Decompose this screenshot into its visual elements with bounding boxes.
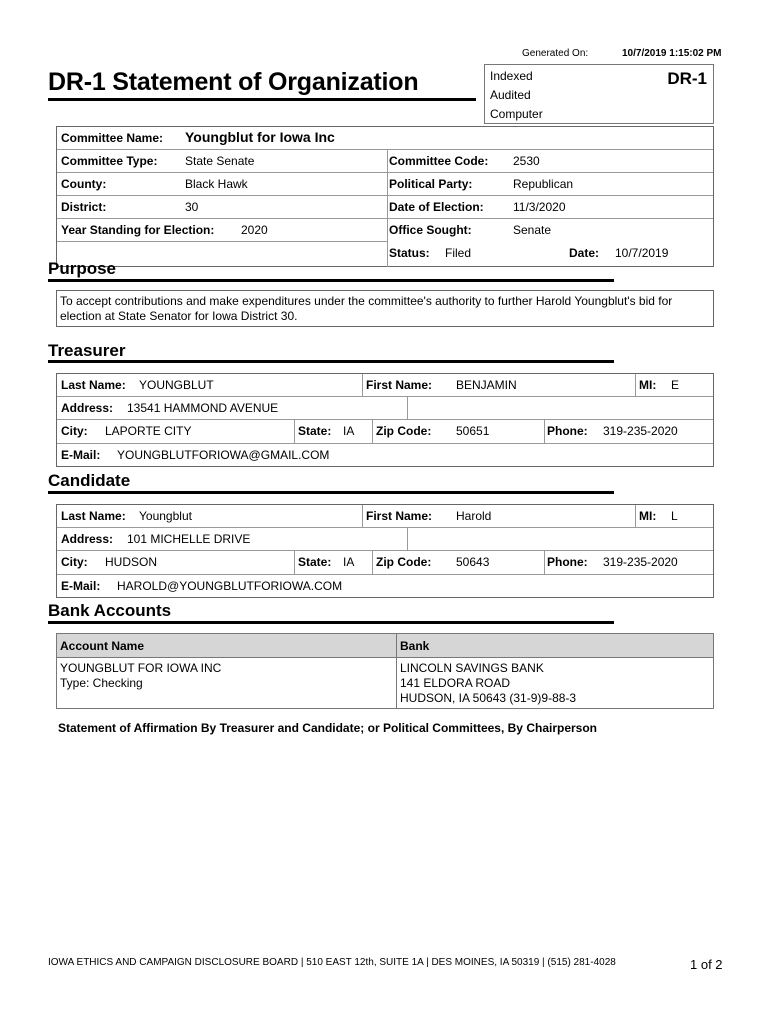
form-code: DR-1 xyxy=(667,69,707,88)
bank-name: LINCOLN SAVINGS BANK xyxy=(400,661,544,675)
treasurer-mi: E xyxy=(671,378,680,392)
candidate-city-label: City: xyxy=(61,555,88,569)
candidate-state: IA xyxy=(343,555,355,569)
treasurer-address: 13541 HAMMOND AVENUE xyxy=(127,401,279,415)
bank-details xyxy=(400,661,576,706)
candidate-email-label: E-Mail: xyxy=(61,579,101,593)
col-bank: Bank xyxy=(400,639,430,653)
status-value: Filed xyxy=(445,246,472,260)
status-audited: Audited xyxy=(490,88,531,102)
treasurer-mi-label: MI: xyxy=(639,378,657,392)
account-type: Type: Checking xyxy=(60,676,143,690)
treasurer-state: IA xyxy=(343,424,355,438)
candidate-last-name-label: Last Name: xyxy=(61,509,126,523)
treasurer-state-label: State: xyxy=(298,424,332,438)
bank-accounts-heading: Bank Accounts xyxy=(48,601,172,620)
filed-date-value: 10/7/2019 xyxy=(615,246,669,260)
footer-address: IOWA ETHICS AND CAMPAIGN DISCLOSURE BOARD | 510 EAST 12th, SUITE 1A | DES MOINES, IA 50319 | (515) 281-4028 xyxy=(48,957,616,968)
district-value: 30 xyxy=(185,200,199,214)
title-underline xyxy=(48,98,476,101)
status-box xyxy=(484,64,714,124)
bank-accounts-table xyxy=(56,633,714,709)
committee-name-label: Committee Name: xyxy=(61,131,164,145)
status-computer: Computer xyxy=(490,107,543,121)
status-indexed: Indexed xyxy=(490,69,533,83)
candidate-mi: L xyxy=(671,509,678,523)
purpose-underline xyxy=(48,279,614,282)
treasurer-first-name-label: First Name: xyxy=(366,378,433,392)
treasurer-underline xyxy=(48,360,614,363)
candidate-address: 101 MICHELLE DRIVE xyxy=(127,532,251,546)
committee-name-value: Youngblut for Iowa Inc xyxy=(185,129,335,145)
treasurer-zip: 50651 xyxy=(456,424,490,438)
political-party-value: Republican xyxy=(513,177,574,191)
committee-box xyxy=(56,126,714,267)
treasurer-zip-label: Zip Code: xyxy=(376,424,432,438)
treasurer-first-name: BENJAMIN xyxy=(456,378,517,392)
treasurer-city: LAPORTE CITY xyxy=(105,424,192,438)
candidate-box xyxy=(56,504,714,598)
candidate-last-name: Youngblut xyxy=(139,509,192,523)
treasurer-heading: Treasurer xyxy=(48,341,126,360)
purpose-text: To accept contributions and make expenditures under the committee's authority to further Harold Youngblut's bid for election at State Senator for Iowa District 30. xyxy=(60,294,673,323)
bank-table-header xyxy=(57,634,713,657)
candidate-city: HUDSON xyxy=(105,555,158,569)
office-sought-value: Senate xyxy=(513,223,552,237)
bank-accounts-underline xyxy=(48,621,614,624)
election-date-label: Date of Election: xyxy=(389,200,484,214)
purpose-box xyxy=(56,290,714,327)
treasurer-box xyxy=(56,373,714,467)
candidate-heading: Candidate xyxy=(48,471,131,490)
county-label: County: xyxy=(61,177,107,191)
committee-type-label: Committee Type: xyxy=(61,154,158,168)
committee-code-label: Committee Code: xyxy=(389,154,489,168)
generated-on-label: Generated On: xyxy=(522,48,589,59)
treasurer-city-label: City: xyxy=(61,424,88,438)
year-standing-value: 2020 xyxy=(241,223,268,237)
candidate-email: HAROLD@YOUNGBLUTFORIOWA.COM xyxy=(117,579,343,593)
candidate-phone-label: Phone: xyxy=(547,555,588,569)
candidate-first-name: Harold xyxy=(456,509,492,523)
office-sought-label: Office Sought: xyxy=(389,223,472,237)
account-name: YOUNGBLUT FOR IOWA INC xyxy=(60,661,222,675)
col-account-name: Account Name xyxy=(60,639,145,653)
committee-code-value: 2530 xyxy=(513,154,540,168)
bank-street: 141 ELDORA ROAD xyxy=(400,676,511,690)
candidate-phone: 319-235-2020 xyxy=(603,555,678,569)
affirmation-statement: Statement of Affirmation By Treasurer and Candidate; or Political Committees, By Chairperson xyxy=(58,721,597,735)
treasurer-email: YOUNGBLUTFORIOWA@GMAIL.COM xyxy=(117,448,330,462)
table-row xyxy=(60,661,221,691)
candidate-mi-label: MI: xyxy=(639,509,657,523)
page-title: DR-1 Statement of Organization xyxy=(48,68,419,96)
purpose-heading: Purpose xyxy=(48,259,117,278)
candidate-first-name-label: First Name: xyxy=(366,509,433,523)
candidate-zip: 50643 xyxy=(456,555,490,569)
election-date-value: 11/3/2020 xyxy=(513,200,566,214)
treasurer-last-name: YOUNGBLUT xyxy=(139,378,214,392)
treasurer-phone-label: Phone: xyxy=(547,424,588,438)
treasurer-last-name-label: Last Name: xyxy=(61,378,126,392)
treasurer-address-label: Address: xyxy=(61,401,114,415)
generated-on-value: 10/7/2019 1:15:02 PM xyxy=(622,48,722,59)
candidate-zip-label: Zip Code: xyxy=(376,555,432,569)
district-label: District: xyxy=(61,200,107,214)
candidate-state-label: State: xyxy=(298,555,332,569)
county-value: Black Hawk xyxy=(185,177,248,191)
filed-date-label: Date: xyxy=(569,246,600,260)
treasurer-email-label: E-Mail: xyxy=(61,448,101,462)
committee-type-value: State Senate xyxy=(185,154,255,168)
treasurer-phone: 319-235-2020 xyxy=(603,424,678,438)
candidate-address-label: Address: xyxy=(61,532,114,546)
bank-city-line: HUDSON, IA 50643 (31-9)9-88-3 xyxy=(400,691,577,705)
page-number: 1 of 2 xyxy=(690,957,723,972)
status-label: Status: xyxy=(389,246,430,260)
political-party-label: Political Party: xyxy=(389,177,473,191)
candidate-underline xyxy=(48,491,614,494)
year-standing-label: Year Standing for Election: xyxy=(61,223,215,237)
